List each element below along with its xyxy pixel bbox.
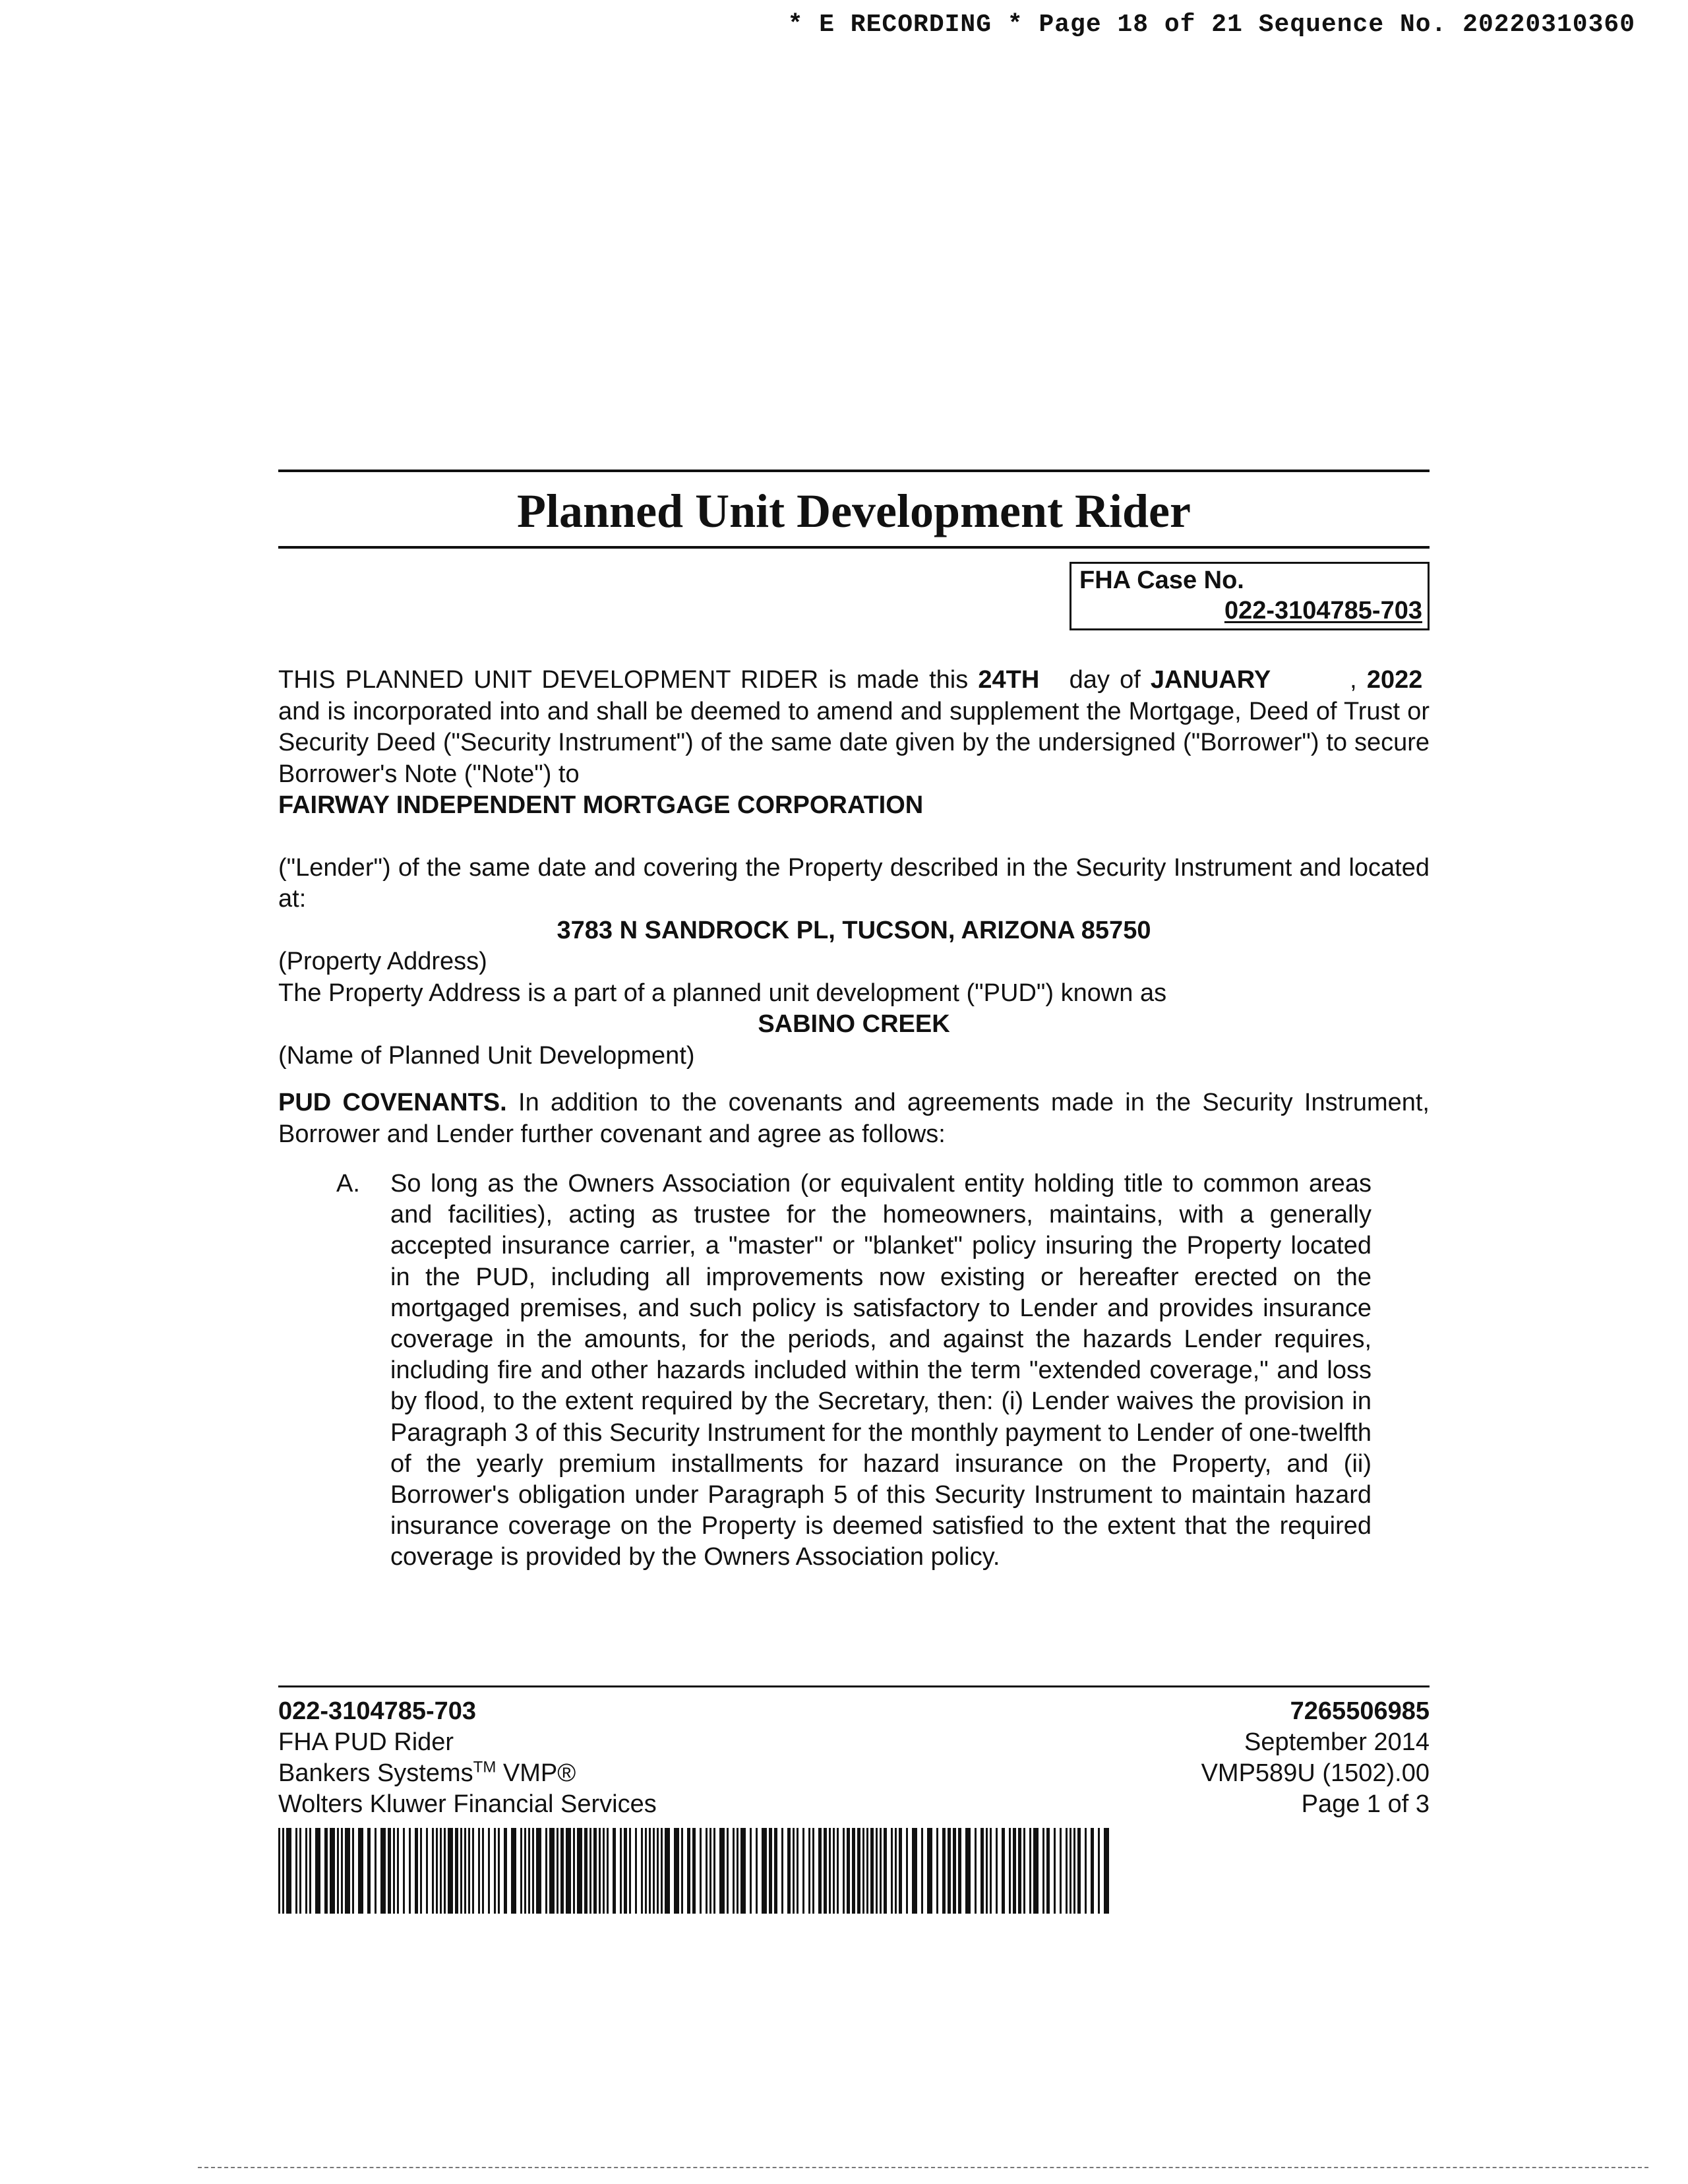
barcode-bar [560, 1828, 564, 1914]
rider-year: 2022 [1366, 666, 1423, 694]
barcode-bar [1033, 1828, 1039, 1914]
barcode-bar [524, 1828, 526, 1914]
barcode-bar [436, 1828, 438, 1914]
footer-form-name: FHA PUD Rider [278, 1728, 454, 1756]
barcode-bar [674, 1828, 679, 1914]
barcode-bar [895, 1828, 897, 1914]
intro-rest: and is incorporated into and shall be deemed to amend and supplement the Mortgage, Deed of Trust or Security Deed ("Security Instrument") of the same date given by the undersigned ("Borrower") to secure Borrower's Note ("Note") to [278, 697, 1430, 788]
barcode-bar [397, 1828, 399, 1914]
fha-case-number: 022-3104785-703 [1224, 597, 1422, 624]
barcode-bar [482, 1828, 484, 1914]
barcode-bar [1029, 1828, 1031, 1914]
barcode-bar [337, 1828, 339, 1914]
barcode-bar [460, 1828, 462, 1914]
barcode-bar [315, 1828, 320, 1914]
barcode-bar [740, 1828, 746, 1914]
barcode-bar [440, 1828, 442, 1914]
barcode-bar [545, 1828, 547, 1914]
barcode-bar [927, 1828, 932, 1914]
barcode-bar [432, 1828, 434, 1914]
barcode-bar [577, 1828, 582, 1914]
barcode-bar [464, 1828, 466, 1914]
barcode-bar [624, 1828, 627, 1914]
barcode-bar [599, 1828, 601, 1914]
pud-name-label: (Name of Planned Unit Development) [278, 1041, 695, 1070]
barcode-bar [912, 1828, 917, 1914]
barcode-bar [661, 1828, 663, 1914]
barcode-bar [345, 1828, 350, 1914]
barcode-bar [653, 1828, 655, 1914]
barcode-bar [990, 1828, 992, 1914]
barcode-bar [488, 1828, 490, 1914]
footer-vendor: Bankers Systems [278, 1759, 473, 1787]
barcode-bar [388, 1828, 391, 1914]
barcode-bar [774, 1828, 777, 1914]
footer-page: Page 1 of 3 [1301, 1790, 1430, 1818]
barcode-bar [645, 1828, 647, 1914]
barcode-bar [444, 1828, 446, 1914]
barcode-bar [837, 1828, 839, 1914]
rider-day: 24TH [978, 666, 1040, 694]
barcode-bar [520, 1828, 522, 1914]
barcode-bar [958, 1828, 961, 1914]
barcode-bar [737, 1828, 738, 1914]
lender-name: FAIRWAY INDEPENDENT MORTGAGE CORPORATION [278, 791, 924, 819]
intro-section [278, 665, 1430, 1150]
footer-date: September 2014 [1244, 1728, 1430, 1756]
barcode-bar [866, 1828, 868, 1914]
barcode-bar [797, 1828, 799, 1914]
barcode-bar [566, 1828, 571, 1914]
barcode-bar [980, 1828, 984, 1914]
barcode-bar [857, 1828, 860, 1914]
barcode-bar [635, 1828, 637, 1914]
barcode-bar [1085, 1828, 1087, 1914]
footer-right [1201, 1696, 1430, 1820]
barcode-bar [1009, 1828, 1011, 1914]
barcode-bar [504, 1828, 507, 1914]
barcode-bar [341, 1828, 343, 1914]
barcode-bar [352, 1828, 354, 1914]
barcode-bar [1073, 1828, 1075, 1914]
barcode-bar [891, 1828, 893, 1914]
barcode-bar [1098, 1828, 1100, 1914]
barcode-bar [393, 1828, 395, 1914]
barcode-bar [455, 1828, 458, 1914]
footer-loan-number: 7265506985 [1290, 1697, 1430, 1725]
date-comma: , [1350, 666, 1357, 694]
barcode-bar [603, 1828, 605, 1914]
barcode-bar [305, 1828, 307, 1914]
barcode-bar [713, 1828, 715, 1914]
barcode-bar [426, 1828, 428, 1914]
pud-sentence: The Property Address is a part of a planned unit development ("PUD") known as [278, 979, 1167, 1007]
barcode-bar [948, 1828, 951, 1914]
barcode-bar [511, 1828, 516, 1914]
barcode-bar [750, 1828, 752, 1914]
barcode-bar [1066, 1828, 1068, 1914]
barcode-bar [613, 1828, 616, 1914]
barcode-bar [657, 1828, 659, 1914]
footer-rule [278, 1685, 1430, 1687]
barcode-bar [906, 1828, 908, 1914]
barcode-bar [1077, 1828, 1081, 1914]
covenants-text: In addition to the covenants and agreements made in the Security Instrument, Borrower and Lender further covenant and agree as follows: [278, 1089, 1430, 1148]
barcode-bar [295, 1828, 297, 1914]
barcode-bar [812, 1828, 814, 1914]
barcode-bar [494, 1828, 496, 1914]
barcode-bar [818, 1828, 822, 1914]
barcode-bar [299, 1828, 301, 1914]
barcode-bar [448, 1828, 453, 1914]
barcode-bar [996, 1828, 998, 1914]
barcode-bar [727, 1828, 729, 1914]
barcode-bar [700, 1828, 702, 1914]
barcode-bar [375, 1828, 377, 1914]
barcode-bar [620, 1828, 622, 1914]
barcode-bar [415, 1828, 418, 1914]
barcode-bar [478, 1828, 480, 1914]
barcode-bar [756, 1828, 758, 1914]
barcode-bar [1070, 1828, 1071, 1914]
barcode-bar [709, 1828, 711, 1914]
barcode-bar [593, 1828, 597, 1914]
footer-company: Wolters Kluwer Financial Services [278, 1790, 657, 1818]
barcode-bar [557, 1828, 558, 1914]
footer-case-number: 022-3104785-703 [278, 1697, 477, 1725]
covenants-heading: PUD COVENANTS. [278, 1089, 507, 1116]
barcode-bar [852, 1828, 855, 1914]
barcode-bar [409, 1828, 411, 1914]
barcode-bar [665, 1828, 670, 1914]
footer-vmp: VMP® [502, 1759, 576, 1787]
footer-left [278, 1696, 657, 1820]
day-of-text: day of [1069, 666, 1141, 694]
barcode-bar [921, 1828, 923, 1914]
barcode-bar [1091, 1828, 1094, 1914]
barcode-bar [781, 1828, 783, 1914]
barcode-bar [1042, 1828, 1044, 1914]
barcode-bar [953, 1828, 956, 1914]
barcode-bar [498, 1828, 500, 1914]
barcode-bar [286, 1828, 291, 1914]
barcode-bar [986, 1828, 988, 1914]
barcode-bar [681, 1828, 683, 1914]
barcode-bar [692, 1828, 696, 1914]
barcode-bar [403, 1828, 405, 1914]
pud-name: SABINO CREEK [758, 1010, 950, 1038]
title-rule-top [278, 470, 1430, 472]
intro-start: THIS PLANNED UNIT DEVELOPMENT RIDER is made this [278, 666, 969, 694]
barcode-bar [829, 1828, 831, 1914]
barcode-bar [324, 1828, 328, 1914]
barcode-bar [309, 1828, 311, 1914]
barcode-bar [880, 1828, 882, 1914]
barcode-bar [870, 1828, 874, 1914]
intro-paragraph [278, 665, 1430, 790]
fha-case-box [1070, 562, 1430, 630]
barcode-bar [802, 1828, 804, 1914]
barcode-bar [808, 1828, 810, 1914]
page-title: Planned Unit Development Rider [517, 485, 1191, 537]
barcode-bar [843, 1828, 845, 1914]
barcode-bar [1023, 1828, 1025, 1914]
barcode-bar [862, 1828, 864, 1914]
barcode-bar [573, 1828, 575, 1914]
barcode-bar [847, 1828, 850, 1914]
barcode-bar [687, 1828, 690, 1914]
barcode [278, 1828, 1112, 1914]
trademark-mark: TM [473, 1758, 497, 1776]
barcode-bar [468, 1828, 470, 1914]
barcode-bar [965, 1828, 971, 1914]
covenants-intro [278, 1087, 1430, 1150]
barcode-bar [793, 1828, 795, 1914]
barcode-bar [629, 1828, 631, 1914]
barcode-bar [936, 1828, 938, 1914]
fha-case-label: FHA Case No. [1079, 566, 1244, 594]
barcode-bar [787, 1828, 791, 1914]
barcode-bar [719, 1828, 725, 1914]
lender-clause: ("Lender") of the same date and covering the Property described in the Security Instrument and located at: [278, 853, 1430, 913]
barcode-bar [380, 1828, 386, 1914]
property-address: 3783 N SANDROCK PL, TUCSON, ARIZONA 85750 [557, 916, 1151, 944]
barcode-bar [1046, 1828, 1050, 1914]
barcode-bar [536, 1828, 541, 1914]
barcode-bar [528, 1828, 530, 1914]
barcode-bar [833, 1828, 835, 1914]
barcode-bar [589, 1828, 591, 1914]
barcode-bar [1054, 1828, 1056, 1914]
barcode-bar [876, 1828, 878, 1914]
barcode-bar [330, 1828, 335, 1914]
barcode-bar [607, 1828, 609, 1914]
barcode-bar [1013, 1828, 1016, 1914]
barcode-bar [824, 1828, 827, 1914]
barcode-bar [532, 1828, 534, 1914]
footer-vendor-line [278, 1758, 657, 1789]
barcode-bar [899, 1828, 902, 1914]
footer-form-code: VMP589U (1502).00 [1201, 1759, 1430, 1787]
barcode-bar [367, 1828, 371, 1914]
barcode-bar [1018, 1828, 1021, 1914]
barcode-bar [420, 1828, 422, 1914]
covenant-letter: A. [336, 1170, 360, 1198]
rider-month: JANUARY [1150, 666, 1271, 694]
barcode-bar [1060, 1828, 1062, 1914]
barcode-bar [733, 1828, 735, 1914]
recording-header: * E RECORDING * Page 18 of 21 Sequence No. 20220310360 [787, 11, 1635, 39]
barcode-bar [472, 1828, 474, 1914]
barcode-bar [282, 1828, 284, 1914]
barcode-bar [358, 1828, 363, 1914]
barcode-bar [278, 1828, 280, 1914]
covenant-text: So long as the Owners Association (or equivalent entity holding title to common areas and facilities), acting as trustee for the homeowners, maintains, with a generally accepted insurance carrier, a "master" or "blanket" policy insuring the Property located in the PUD, including all improvements now existing or hereafter erected on the mortgaged premises, and such policy is satisfactory to Lender and provides insurance coverage in the amounts, for the periods, and against the hazards Lender requires, including fire and other hazards included within the term "extended coverage," and loss by flood, to the extent required by the Secretary, then: (i) Lender waives the provision in Paragraph 3 of this Security Instrument for the monthly payment to Lender of one-twelfth of the yearly premium installments for hazard insurance on the Property, and (ii) Borrower's obligation under Paragraph 5 of this Security Instrument to maintain hazard insurance coverage on the Property is deemed satisfied to the extent that the required coverage is provided by the Owners Association policy. [390, 1170, 1372, 1571]
barcode-bar [942, 1828, 946, 1914]
barcode-bar [706, 1828, 708, 1914]
barcode-bar [549, 1828, 555, 1914]
barcode-bar [649, 1828, 651, 1914]
barcode-bar [584, 1828, 588, 1914]
barcode-bar [884, 1828, 887, 1914]
barcode-bar [975, 1828, 977, 1914]
property-address-label: (Property Address) [278, 948, 487, 975]
barcode-bar [769, 1828, 772, 1914]
scan-edge-line [198, 2167, 1648, 2168]
title-rule-bottom [278, 546, 1430, 549]
barcode-bar [762, 1828, 767, 1914]
barcode-bar [1002, 1828, 1005, 1914]
barcode-bar [1104, 1828, 1109, 1914]
barcode-bar [641, 1828, 643, 1914]
